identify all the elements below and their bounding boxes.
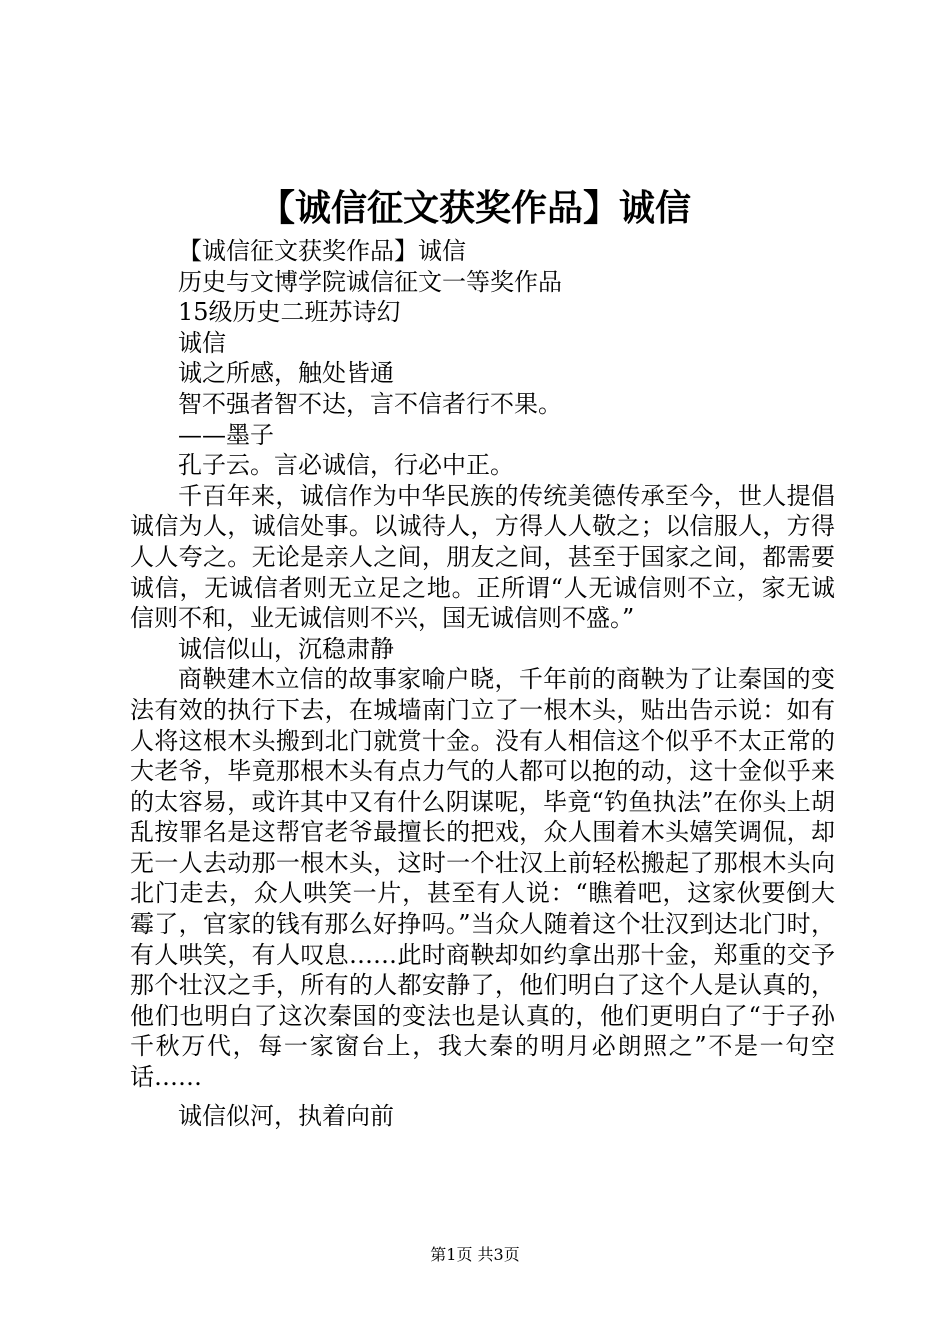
page-footer: 第1页 共3页 (430, 1245, 520, 1264)
paragraph: 商鞅建木立信的故事家喻户晓，千年前的商鞅为了让秦国的变法有效的执行下去，在城墙南门立了一根木头，贴出告示说：如有人将这根木头搬到北门就赏十金。没有人相信这个似乎不太正常的大老爷，毕竟那根木头有点力气的人都可以抱的动，这十金似乎来的太容易，或许其中又有什么阴谋呢，毕竟“钓鱼执法”在你头上胡乱按罪名是这帮官老爷最擅长的把戏，众人围着木头嬉笑调侃，却无一人去动那一根木头，这时一个壮汉上前轻松搬起了那根木头向北门走去，众人哄笑一片，甚至有人说：“瞧着吧，这家伙要倒大霉了，官家的钱有那么好挣吗。”当众人随着这个壮汉到达北门时，有人哄笑，有人叹息……此时商鞅却如约拿出那十金，郑重的交予那个壮汉之手，所有的人都安静了，他们明白了这个人是认真的，他们也明白了这次秦国的变法也是认真的，他们更明白了“于子孙千秋万代，每一家窗台上，我大秦的明月必朗照之”不是一句空话…… (130, 665, 835, 1092)
paragraph: ——墨子 (178, 420, 274, 449)
document-title: 【诚信征文获奖作品】诚信 (258, 187, 691, 229)
section-heading: 诚信似山，沉稳肃静 (178, 634, 394, 663)
section-heading: 诚信似河，执着向前 (178, 1101, 394, 1130)
paragraph: 诚信 (178, 328, 226, 357)
paragraph: 15级历史二班苏诗幻 (178, 298, 401, 327)
paragraph: 历史与文博学院诚信征文一等奖作品 (178, 267, 562, 296)
paragraph: 【诚信征文获奖作品】诚信 (178, 237, 466, 265)
paragraph: 诚之所感，触处皆通 (178, 359, 394, 388)
paragraph: 千百年来，诚信作为中华民族的传统美德传承至今，世人提倡诚信为人，诚信处事。以诚待人，方得人人敬之；以信服人，方得人人夸之。无论是亲人之间，朋友之间，甚至于国家之间，都需要诚信，无诚信者则无立足之地。正所谓“人无诚信则不立，家无诚信则不和，业无诚信则不兴，国无诚信则不盛。” (130, 481, 835, 633)
paragraph: 智不强者智不达，言不信者行不果。 (178, 389, 562, 418)
document-body (130, 236, 835, 1131)
paragraph: 孔子云。言必诚信，行必中正。 (178, 451, 514, 480)
